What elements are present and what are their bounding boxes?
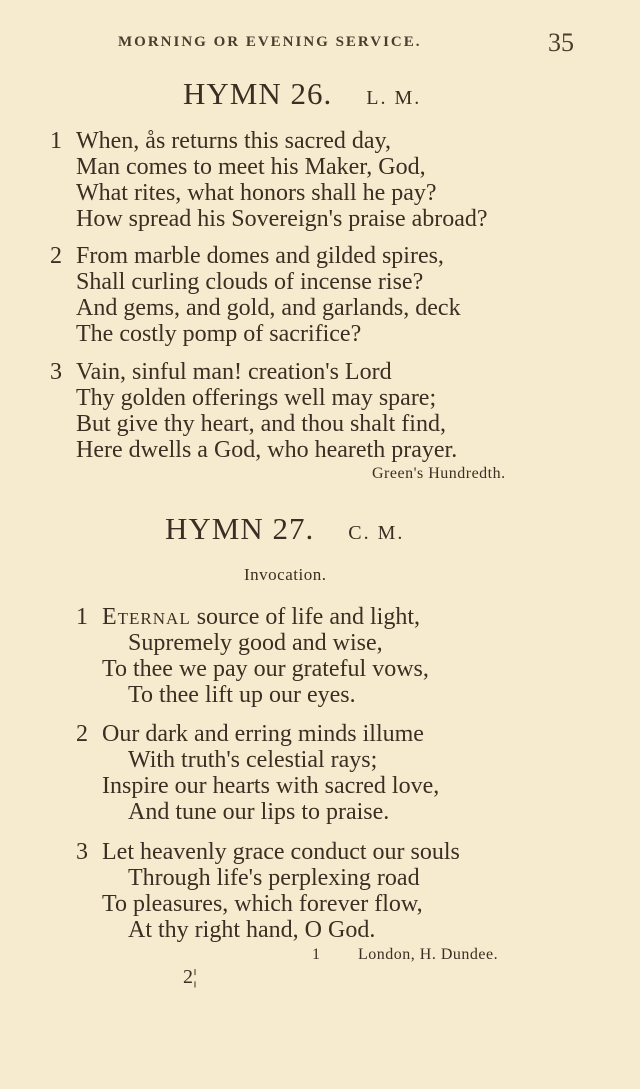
tune-name: Green's Hundredth.: [372, 465, 506, 482]
first-word: Eternal: [102, 604, 191, 630]
verse-line: But give thy heart, and thou shalt find,: [76, 411, 446, 437]
verse-line: [102, 605, 420, 629]
verse-line: Inspire our hearts with sacred love,: [102, 773, 440, 799]
hymn-title-text: HYMN 26.: [183, 76, 333, 111]
page-number: 35: [548, 28, 574, 57]
verse-line: Our dark and erring minds illume: [102, 721, 424, 747]
hymn-subtitle: Invocation.: [244, 565, 327, 584]
verse-line: To pleasures, which forever flow,: [102, 891, 423, 917]
verse-line: And gems, and gold, and garlands, deck: [76, 295, 461, 321]
verse-line: Shall curling clouds of incense rise?: [76, 269, 424, 295]
verse-line: To thee lift up our eyes.: [128, 682, 356, 708]
verse-line: At thy right hand, O God.: [128, 917, 376, 943]
verse-line: Thy golden offerings well may spare;: [76, 385, 437, 411]
verse-number: 1: [50, 128, 62, 154]
verse-number: 1: [76, 604, 88, 630]
verse-line: How spread his Sovereign's praise abroad?: [76, 206, 488, 232]
verse-line: Let heavenly grace conduct our souls: [102, 839, 460, 865]
tune-names: London, H. Dundee.: [358, 946, 499, 963]
hymn-26-title: [183, 76, 421, 112]
verse-line: From marble domes and gilded spires,: [76, 243, 444, 269]
signature-mark: 2¦: [183, 966, 198, 988]
hymn-meter: C. M.: [348, 522, 405, 544]
verse-number: 3: [50, 359, 62, 385]
verse-line: And tune our lips to praise.: [128, 799, 390, 825]
verse-line: Man comes to meet his Maker, God,: [76, 154, 426, 180]
hymn-27-title: [165, 511, 404, 547]
verse-line: Supremely good and wise,: [128, 630, 383, 656]
verse-line: Here dwells a God, who heareth prayer.: [76, 437, 458, 463]
hymn-title-text: HYMN 27.: [165, 511, 315, 546]
verse-number: 2: [76, 721, 88, 747]
verse-line: Through life's perplexing road: [128, 865, 420, 891]
verse-number: 3: [76, 839, 88, 865]
verse-line: When, ås returns this sacred day,: [76, 128, 391, 154]
tune-number: 1: [312, 946, 321, 963]
hymn-meter: L. M.: [366, 87, 422, 109]
verse-line: To thee we pay our grateful vows,: [102, 656, 429, 682]
verse-line: The costly pomp of sacrifice?: [76, 321, 362, 347]
running-title: MORNING OR EVENING SERVICE.: [118, 34, 422, 50]
verse-number: 2: [50, 243, 62, 269]
line-rest: source of life and light,: [190, 604, 420, 630]
verse-line: Vain, sinful man! creation's Lord: [76, 359, 392, 385]
verse-line: What rites, what honors shall he pay?: [76, 180, 437, 206]
verse-line: With truth's celestial rays;: [128, 747, 378, 773]
